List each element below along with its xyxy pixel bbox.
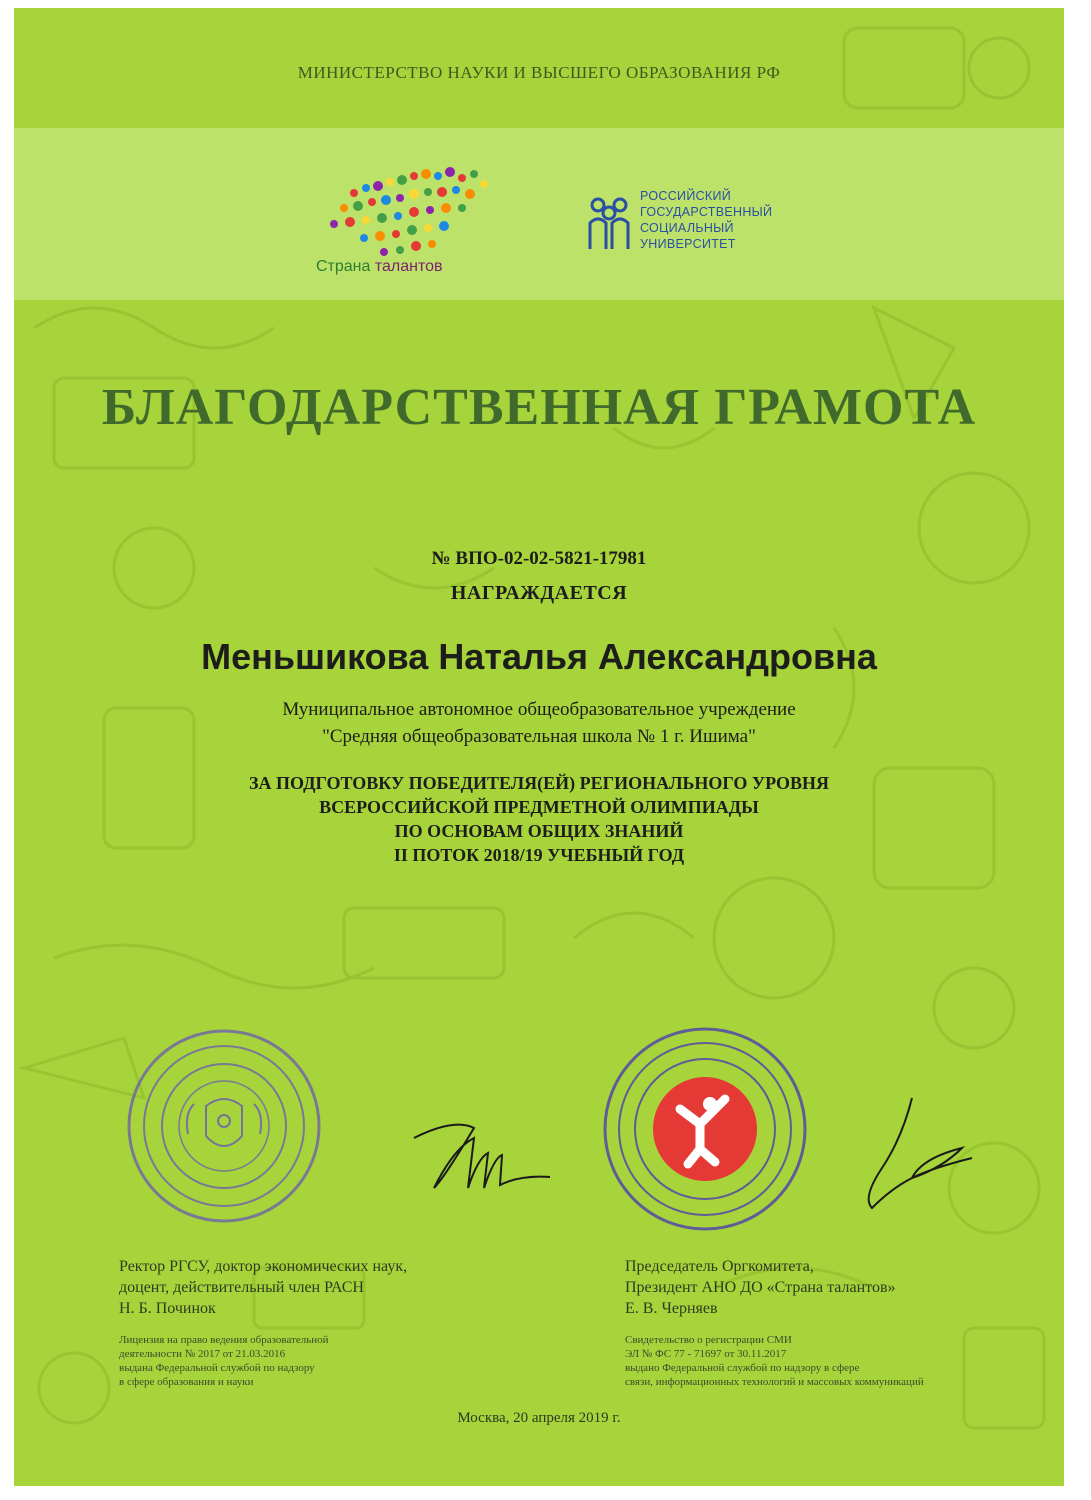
- place-date: Москва, 20 апреля 2019 г.: [457, 1410, 621, 1426]
- chairman-line: Президент АНО ДО «Страна талантов»: [625, 1279, 896, 1296]
- license-line: деятельности № 2017 от 21.03.2016: [119, 1348, 286, 1360]
- rector-name: Н. Б. Починок: [119, 1300, 216, 1317]
- rector-line: доцент, действительный член РАСН: [119, 1279, 364, 1296]
- registration-line: связи, информационных технологий и массовых коммуникаций: [625, 1376, 924, 1388]
- organization-line: "Средняя общеобразовательная школа № 1 г. Ишима": [322, 726, 756, 747]
- awarded-label: НАГРАЖДАЕТСЯ: [450, 582, 628, 604]
- license-info: [119, 1333, 329, 1389]
- rgsu-line: СОЦИАЛЬНЫЙ: [640, 221, 734, 235]
- label-part-strana: Страна: [316, 258, 371, 275]
- registration-line: Свидетельство о регистрации СМИ: [625, 1334, 792, 1346]
- license-line: Лицензия на право ведения образовательной: [119, 1334, 329, 1346]
- chairman-name: Е. В. Черняев: [625, 1300, 718, 1317]
- reason-line: II ПОТОК 2018/19 УЧЕБНЫЙ ГОД: [393, 845, 685, 865]
- ministry-seal: [124, 1026, 324, 1226]
- chairman-signature: [852, 1088, 992, 1218]
- rgsu-logo-text: [640, 188, 772, 252]
- label-part-talantov: талантов: [374, 258, 443, 275]
- organization-line: Муниципальное автономное общеобразовательное учреждение: [282, 699, 796, 720]
- certificate-title: БЛАГОДАРСТВЕННАЯ ГРАМОТА: [101, 379, 977, 436]
- license-line: выдана Федеральной службой по надзору: [119, 1362, 315, 1374]
- chairman-block: [625, 1256, 896, 1319]
- rector-line: Ректор РГСУ, доктор экономических наук,: [119, 1258, 408, 1275]
- license-line: в сфере образования и науки: [119, 1376, 254, 1388]
- registration-line: ЭЛ № ФС 77 - 71697 от 30.11.2017: [625, 1348, 787, 1360]
- chairman-line: Председатель Оргкомитета,: [625, 1258, 814, 1275]
- registration-info: [625, 1333, 924, 1389]
- rgsu-logo-icon: [586, 193, 632, 251]
- registration-line: выдано Федеральной службой по надзору в сфере: [625, 1362, 860, 1374]
- certificate-sheet: [14, 8, 1064, 1486]
- recipient-name: Меньшикова Наталья Александровна: [201, 636, 877, 677]
- reason-line: ВСЕРОССИЙСКОЙ ПРЕДМЕТНОЙ ОЛИМПИАДЫ: [319, 797, 759, 817]
- strana-talantov-label: [316, 258, 443, 276]
- rector-signature: [409, 1108, 559, 1198]
- certificate-number: № ВПО-02-02-5821-17981: [431, 548, 647, 569]
- rgsu-line: ГОСУДАРСТВЕННЫЙ: [640, 205, 773, 219]
- rector-block: [119, 1256, 407, 1319]
- ministry-header: МИНИСТЕРСТВО НАУКИ И ВЫСШЕГО ОБРАЗОВАНИЯ РФ: [297, 63, 781, 82]
- reason-line: ЗА ПОДГОТОВКУ ПОБЕДИТЕЛЯ(ЕЙ) РЕГИОНАЛЬНОГО УРОВНЯ: [248, 773, 830, 793]
- rgsu-line: РОССИЙСКИЙ: [640, 189, 732, 203]
- rgsu-line: УНИВЕРСИТЕТ: [640, 237, 736, 251]
- strana-talantov-seal: [600, 1024, 810, 1234]
- reason-line: ПО ОСНОВАМ ОБЩИХ ЗНАНИЙ: [394, 821, 684, 841]
